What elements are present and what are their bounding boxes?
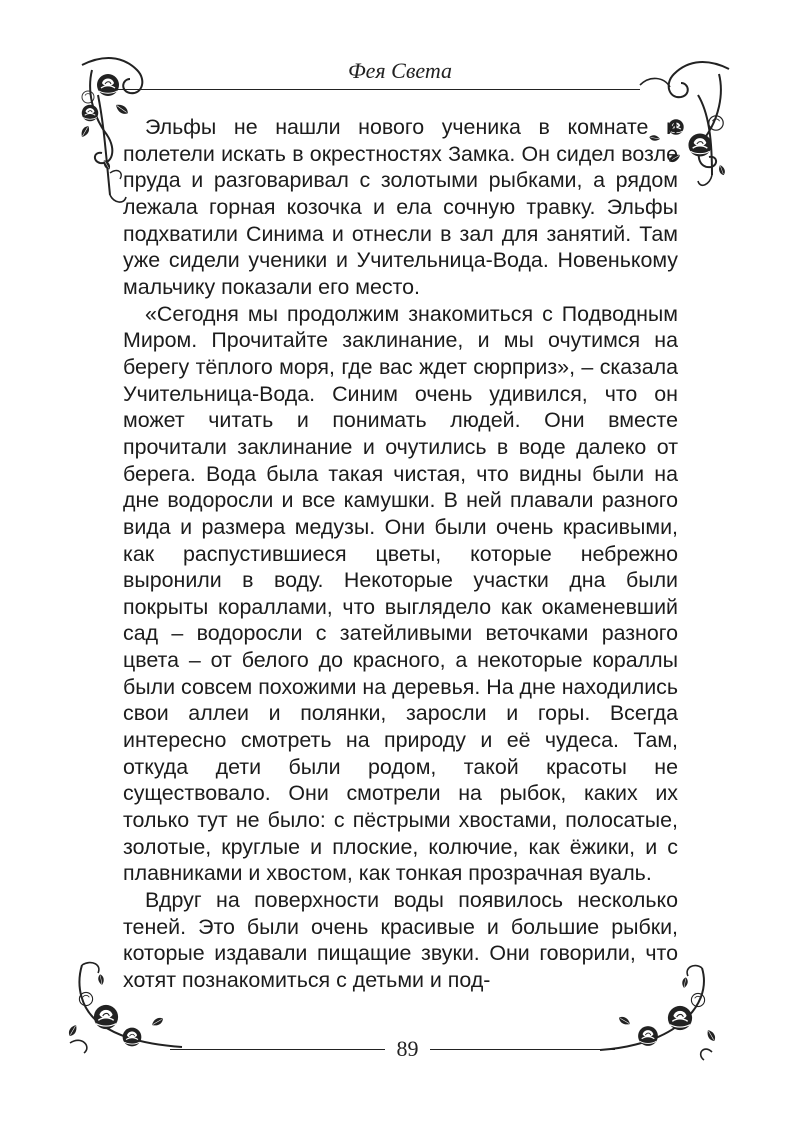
ornament-bottom-right: [600, 960, 725, 1070]
running-header-title: Фея Света: [347, 58, 453, 83]
paragraph-1: Эльфы не нашли нового ученика в комнате и полетели искать в окрестностях Замка. Он сидел возле пруда и разговаривал с золотыми рыбками, а рядом лежала горная козочка и ела сочную травку. Эльфы подхватили Синима и отнесли в зал для занятий. Там уже сидели ученики и Учительница-Вода. Новенькому мальчику показали его место.: [123, 115, 678, 299]
header-rule: [110, 89, 640, 90]
paragraph-2: «Сегодня мы продолжим знакомиться с Подводным Миром. Прочитайте заклинание, и мы очутимся на берегу тёплого моря, где вас ждет сюрприз», – сказала Учительница-Вода. Синим очень удивился, что он может читать и понимать людей. Они вместе прочитали заклинание и очутились в воде далеко от берега. Вода была такая чистая, что видны были на дне водоросли и все камушки. В ней плавали разного вида и размера медузы. Они были очень красивыми, как распустившиеся цветы, которые небрежно выронили в воду. Некоторые участки дна были покрыты кораллами, что выглядело как окаменевший сад – водоросли с затейливыми веточками разного цвета – от белого до красного, а некоторые кораллы были совсем похожими на деревья. На дне находились свои аллеи и полянки, заросли и горы. Всегда интересно смотреть на природу и её чудеса. Там, откуда дети были родом, такой красоты не существовало. Они смотрели на рыбок, каких их только тут не было: с пёстрыми хвостами, полосатые, золотые, круглые и плоские, колючие, как ёжики, и с плавниками и хвостом, как тонкая прозрачная вуаль.: [123, 301, 678, 886]
page-number: 89: [396, 1036, 419, 1061]
paragraph-3: Вдруг на поверхности воды появилось несколько теней. Это были очень красивые и большие рыбки, которые издавали пищащие звуки. Они говорили, что хотят познакомиться с детьми и под-: [123, 888, 678, 992]
body-text: [123, 114, 678, 994]
rose-flourish-icon: [600, 960, 725, 1070]
footer-rule-left: [170, 1049, 385, 1050]
footer-rule-right: [430, 1049, 615, 1050]
